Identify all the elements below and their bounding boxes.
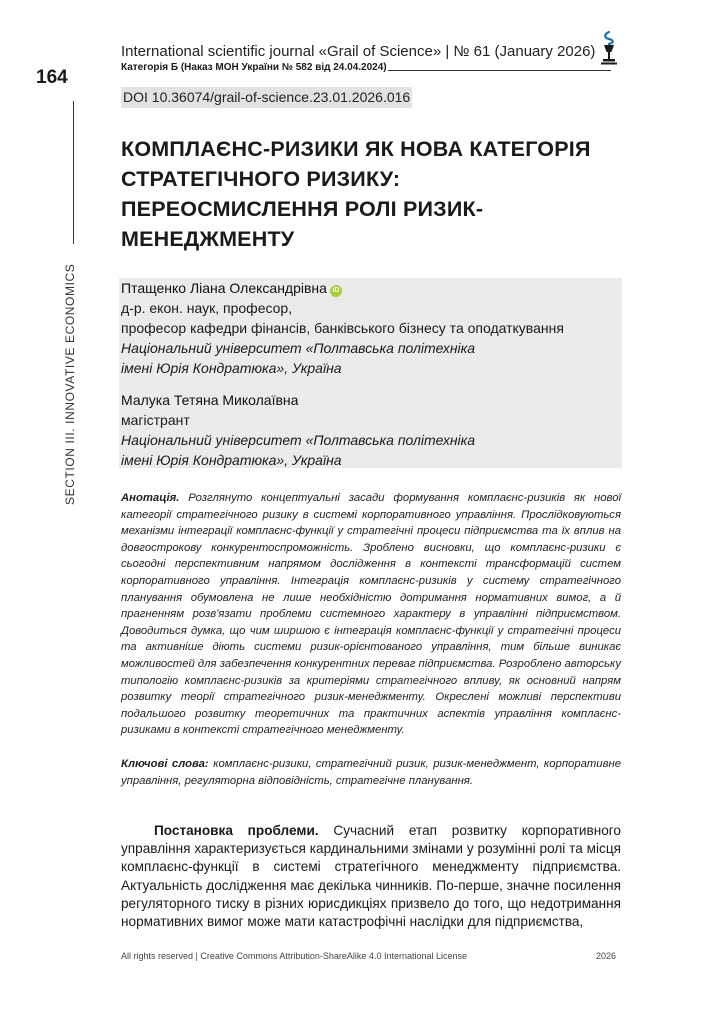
author-1-degree: д-р. екон. наук, професор, — [121, 300, 293, 316]
author-2-position: магістрант — [121, 412, 190, 428]
page-number: 164 — [36, 67, 68, 88]
grail-logo-icon — [598, 30, 620, 66]
abstract-text: Розглянуто концептуальні засади формування комплаєнс-ризиків як нової категорії стратегічного ризику в системі корпоративного управління. Прослідковуються механізми інтеграції комплаєнс-функції у стратегічні процеси підприємства та їх вплив на довгострокову конкурентоспроможність. Зроблено висновки, що комплаєнс-ризики є сьогодні перспективним напрямом дослідження в контексті трансформацій систем корпоративного управління. Інтеграція комплаєнс-ризиків у систему стратегічного планування обумовлена не лише необхідністю дотримання нормативних вимог, а й прагненням розв'язати проблеми системного характеру в управлінні підприємством. Доводиться думка, що чим ширшою є інтеграція комплаєнс-функції у стратегічні процеси та активніше діють системи ризик-орієнтованого управління, тим більше виникає можливостей для забезпечення конкурентних переваг підприємства. Розроблено авторську типологію комплаєнс-ризиків за критеріями стратегічного впливу, як основний напрям розвитку теорії стратегічного ризик-менеджменту. Окреслені можливі перспективи подальшого розвитку теоретичних та практичних аспектів управління комплаєнс-ризиками в контексті стратегічного менеджменту. — [121, 492, 621, 737]
footer-year: 2026 — [596, 951, 617, 961]
abstract — [121, 490, 621, 739]
author-1-position: професор кафедри фінансів, банківського бізнесу та оподаткування — [121, 320, 564, 336]
author-2 — [121, 390, 475, 470]
keywords — [121, 756, 621, 789]
paper-title: КОМПЛАЄНС-РИЗИКИ ЯК НОВА КАТЕГОРІЯ СТРАТЕГІЧНОГО РИЗИКУ: ПЕРЕОСМИСЛЕННЯ РОЛІ РИЗИК-МЕНЕДЖМЕНТУ — [121, 137, 591, 251]
author-1-org-line2: імені Юрія Кондратюка», Україна — [121, 360, 342, 376]
journal-category: Категорія Б (Наказ МОН України № 582 від 24.04.2024) — [121, 62, 387, 73]
doi-label: DOI 10.36074/grail-of-science.23.01.2026.016 — [121, 87, 412, 108]
author-2-name: Малука Тетяна Миколаївна — [121, 392, 299, 408]
author-2-org-line1: Національний університет «Полтавська політехніка — [121, 432, 476, 448]
body-lead: Постановка проблеми. — [154, 823, 319, 838]
author-1-org-line1: Національний університет «Полтавська політехніка — [121, 340, 476, 356]
authors-block — [119, 278, 622, 468]
author-1-name: Птащенко Ліана Олександрівна — [121, 280, 327, 296]
header-rule — [388, 70, 611, 71]
author-1 — [121, 278, 564, 378]
body-paragraph — [121, 822, 621, 931]
keywords-label: Ключові слова: — [121, 758, 209, 770]
orcid-icon[interactable]: iD — [330, 285, 342, 297]
author-2-org-line2: імені Юрія Кондратюка», Україна — [121, 452, 342, 468]
body-text: Сучасний етап розвитку корпоративного управління характеризується кардинальними змінами у розумінні ролі та місця комплаєнс-функції в системі стратегічного менеджменту підприємства. Актуальність дослідження має декілька чинників. По-перше, значне посилення регуляторного тиску в різних юрисдикціях призвело до того, що недотримання нормативних вимог може мати катастрофічні наслідки для підприємства, — [121, 823, 621, 930]
journal-title: International scientific journal «Grail of Science» | № 61 (January 2026) — [121, 43, 596, 60]
side-divider-line — [73, 101, 74, 244]
abstract-label: Анотація. — [121, 492, 180, 504]
keywords-text: комплаєнс-ризики, стратегічний ризик, ризик-менеджмент, корпоративне управління, регуляторна відповідність, стратегічне планування. — [121, 758, 621, 787]
section-label: SECTION III. INNOVATIVE ECONOMICS — [63, 263, 77, 505]
footer-license: All rights reserved | Creative Commons Attribution-ShareAlike 4.0 International License — [121, 951, 468, 961]
